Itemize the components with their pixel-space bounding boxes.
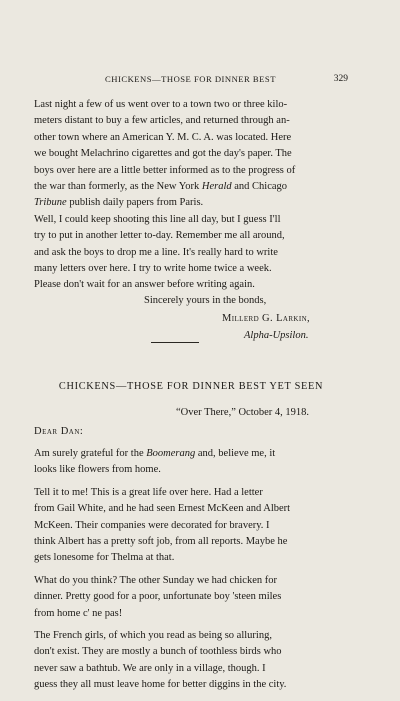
text-line: Well, I could keep shooting this line all day, but I guess I'll bbox=[34, 213, 281, 225]
letter1-body bbox=[34, 97, 348, 294]
letter2-paragraph-2 bbox=[34, 485, 348, 567]
text-line: never saw a bathtub. We are only in a village, though. I bbox=[34, 662, 266, 674]
newspaper-name-herald: Herald bbox=[201, 181, 232, 193]
text-run: Am surely grateful for the bbox=[34, 448, 147, 459]
text-line: guess they all must leave home for better diggins in the city. bbox=[34, 679, 287, 691]
text-line: The French girls, of which you read as being so alluring, bbox=[34, 630, 272, 642]
text-run: publish daily papers from Paris. bbox=[66, 197, 204, 209]
text-line: other town where an American Y. M. C. A. was located. Here bbox=[34, 131, 292, 143]
page-number: 329 bbox=[333, 74, 348, 84]
text-line: boys over here are a little better informed as to the progress of bbox=[34, 164, 296, 176]
text-line bbox=[34, 179, 348, 195]
signature-chapter: Alpha-Upsilon. bbox=[244, 330, 309, 341]
text-line: many letters over here. I try to write home twice a week. bbox=[34, 263, 272, 275]
letter1-paragraph-1 bbox=[34, 97, 348, 212]
salutation: Dear Dan: bbox=[34, 426, 84, 437]
text-line: Last night a few of us went over to a town two or three kilo- bbox=[34, 99, 288, 110]
text-line: don't exist. They are mostly a bunch of toothless birds who bbox=[34, 646, 282, 658]
letter2-paragraph-3 bbox=[34, 573, 348, 622]
newspaper-name-tribune: Tribune bbox=[34, 197, 67, 209]
dateline: “Over There,” October 4, 1918. bbox=[176, 407, 310, 418]
text-run: the war than formerly, as the New York bbox=[34, 181, 202, 193]
text-line: Tell it to me! This is a great life over here. Had a letter bbox=[34, 486, 263, 498]
text-line: and ask the boys to drop me a line. It's really hard to write bbox=[34, 246, 278, 258]
text-line: try to put in another letter to-day. Remember me all around, bbox=[34, 230, 285, 242]
text-line: from Gail White, and he had seen Ernest McKeen and Albert bbox=[34, 503, 291, 515]
text-line: we bought Melachrino cigarettes and got the day's paper. The bbox=[34, 148, 292, 160]
closing-line: Sincerely yours in the bonds, bbox=[144, 295, 267, 306]
text-line: from home c' ne pas! bbox=[34, 607, 123, 619]
section-divider bbox=[151, 342, 199, 343]
text-line: McKeen. Their companies were decorated for bravery. I bbox=[34, 519, 270, 531]
letter1-paragraph-2 bbox=[34, 212, 348, 294]
letter2-paragraph-1 bbox=[34, 446, 348, 479]
text-line: think Albert has a pretty soft job, from all reports. Maybe he bbox=[34, 536, 288, 548]
text-line: What do you think? The other Sunday we had chicken for bbox=[34, 574, 277, 586]
text-line: looks like flowers from home. bbox=[34, 464, 161, 476]
text-line bbox=[34, 195, 348, 211]
text-line: meters distant to buy a few articles, and returned through an- bbox=[34, 115, 290, 127]
text-line: Please don't wait for an answer before writing again. bbox=[34, 279, 255, 291]
text-run: and Chicago bbox=[231, 181, 288, 193]
text-line: dinner. Pretty good for a poor, unfortunate boy 'steen miles bbox=[34, 591, 282, 603]
running-head: CHICKENS—THOSE FOR DINNER BEST bbox=[105, 74, 276, 84]
article-title: CHICKENS—THOSE FOR DINNER BEST YET SEEN bbox=[58, 381, 324, 392]
text-run: and, believe me, it bbox=[195, 448, 276, 459]
publication-name-boomerang: Boomerang bbox=[146, 448, 196, 459]
letter2-body bbox=[34, 446, 348, 694]
text-line: gets lonesome for Thelma at that. bbox=[34, 552, 175, 564]
signature-name: Millerd G. Larkin, bbox=[222, 313, 311, 324]
letter2-paragraph-4 bbox=[34, 628, 348, 694]
text-line bbox=[34, 446, 348, 462]
